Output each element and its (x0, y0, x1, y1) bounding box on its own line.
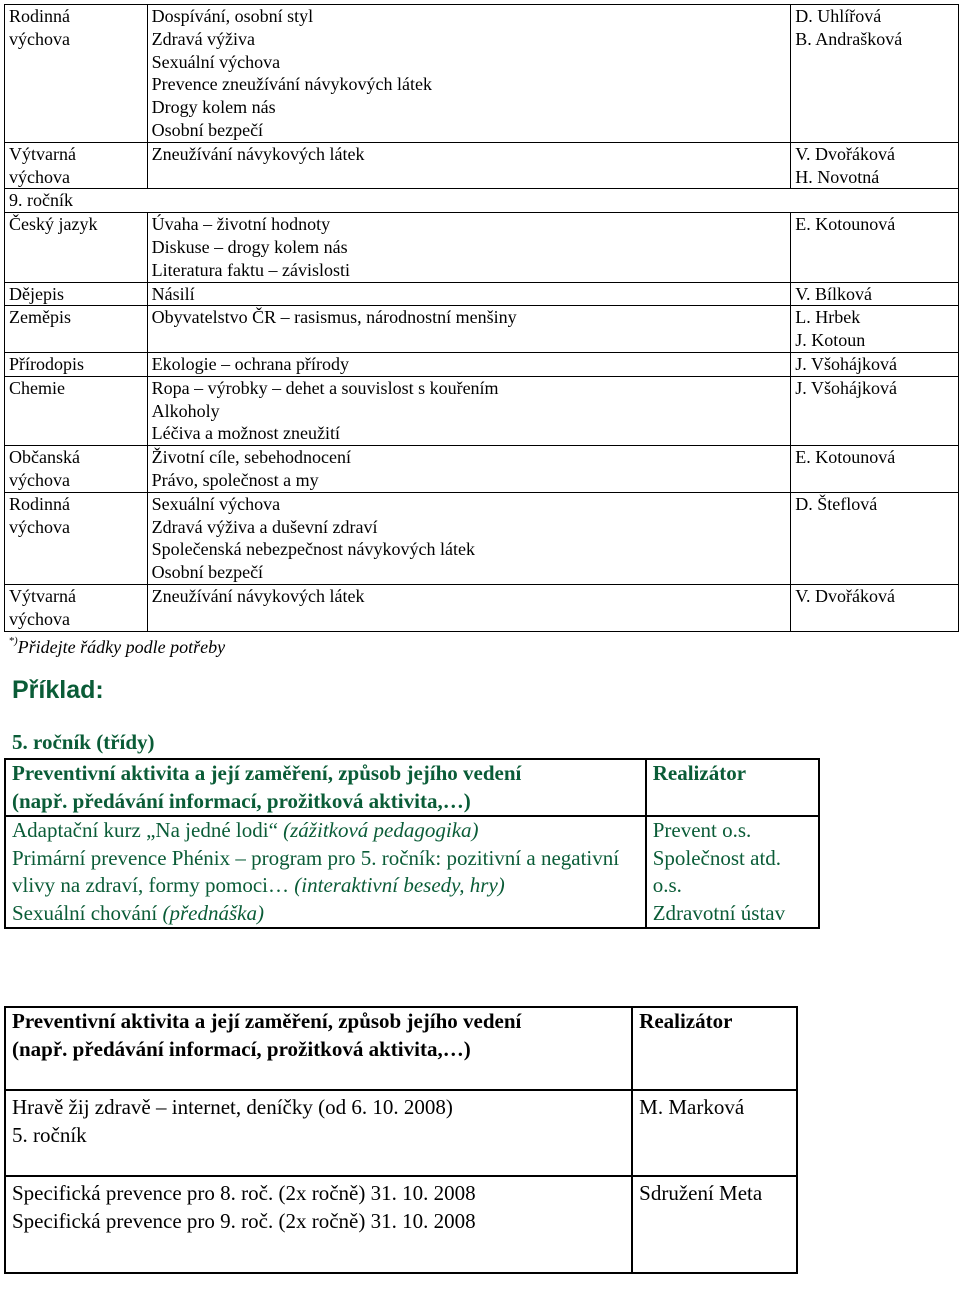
subject-topics (147, 306, 791, 353)
subject-topics-line: Zneužívání návykových látek (151, 143, 365, 164)
subject-name-line: Rodinná (9, 6, 70, 26)
subject-name-line: Chemie (9, 377, 65, 398)
grade-row (5, 189, 959, 213)
subject-topics-line: Zdravá výživa (151, 28, 256, 49)
plan-row (5, 1090, 797, 1176)
subject-topics (147, 142, 791, 189)
example-activity-text: Adaptační kurz „Na jedné lodi“ (12, 818, 284, 842)
subject-row (5, 306, 959, 353)
subject-teachers-line: H. Novotná (795, 166, 880, 187)
plan-activity-line: Hravě žij zdravě – internet, deníčky (od 6. 10. 2008) (12, 1095, 453, 1119)
subject-teachers-line: E. Kotounová (795, 447, 896, 468)
plan-header-realizer: Realizátor (632, 1007, 797, 1090)
plan-activity-table (4, 1006, 798, 1274)
example-realizer: Zdravotní ústav (646, 900, 819, 929)
subject-name-line: Výtvarná (9, 143, 76, 164)
subject-name (5, 492, 148, 584)
subject-topics (147, 492, 791, 584)
subject-topics-line: Sexuální výchova (151, 51, 281, 72)
subject-name (5, 306, 148, 353)
subject-topics-line: Životní cíle, sebehodnocení (151, 447, 352, 468)
example-activity (5, 900, 646, 929)
subject-name-line: Český jazyk (9, 214, 98, 235)
subject-topics-line: Právo, společnost a my (151, 469, 319, 490)
example-header-realizer: Realizátor (646, 759, 819, 816)
subject-teachers (791, 352, 959, 376)
subject-topics-line: Obyvatelstvo ČR – rasismus, národnostní menšiny (151, 307, 517, 328)
subject-name-line: Zeměpis (9, 307, 71, 328)
example-realizer: Prevent o.s. (646, 816, 819, 845)
example-activity-form: (přednáška) (162, 900, 264, 925)
plan-activity-line: Specifická prevence pro 9. roč. (2x ročně) 31. 10. 2008 (12, 1208, 476, 1233)
plan-activity-line: 5. ročník (12, 1122, 87, 1147)
example-realizer: Společnost atd. o.s. (646, 845, 819, 900)
subject-name-line: výchova (9, 608, 70, 629)
example-header-activity-line-1: Preventivní aktivita a její zaměření, způsob jejího vedení (12, 761, 522, 785)
subject-name-line: výchova (9, 166, 70, 187)
plan-table-body (5, 1090, 797, 1273)
plan-header-activity (5, 1007, 632, 1090)
example-row (5, 900, 819, 929)
subject-teachers-line: B. Andrašková (795, 28, 903, 49)
subject-topics-line: Literatura faktu – závislosti (151, 259, 351, 280)
plan-row (5, 1176, 797, 1273)
subjects-table (4, 4, 959, 658)
subject-topics (147, 376, 791, 445)
plan-header-activity-line-1: Preventivní aktivita a její zaměření, způsob jejího vedení (12, 1009, 522, 1033)
subject-topics-line: Alkoholy (151, 400, 220, 421)
subject-teachers (791, 282, 959, 306)
subject-teachers (791, 584, 959, 631)
example-activity-text: Sexuální chování (12, 900, 163, 925)
plan-activity-line: Specifická prevence pro 8. roč. (2x ročně) 31. 10. 2008 (12, 1181, 476, 1205)
example-activity (5, 816, 646, 845)
subject-row (5, 446, 959, 493)
subject-teachers (791, 142, 959, 189)
footnote-text: Přidejte řádky podle potřeby (17, 636, 226, 657)
subjects-table-body (5, 5, 959, 659)
example-activity-text: Primární prevence Phénix – program pro 5. ročník: pozitivní a negativní vlivy na zdraví, formy pomoci… (12, 845, 620, 897)
example-activity-table (4, 758, 820, 929)
plan-realizer: M. Marková (632, 1090, 797, 1176)
plan-activity (5, 1176, 632, 1273)
subject-name (5, 376, 148, 445)
subject-name (5, 213, 148, 282)
footnote-mark: *) (8, 634, 18, 647)
example-table-body (5, 816, 819, 928)
subject-teachers-line: L. Hrbek (795, 307, 861, 328)
example-activity-form: (interaktivní besedy, hry) (294, 873, 505, 897)
plan-header-activity-line-2: (např. předávání informací, prožitková aktivita,…) (12, 1036, 471, 1061)
example-activity (5, 845, 646, 900)
subject-name (5, 142, 148, 189)
subject-topics (147, 446, 791, 493)
subject-topics-line: Diskuse – drogy kolem nás (151, 236, 348, 257)
subject-teachers-line: V. Dvořáková (795, 585, 895, 606)
subject-name-line: Občanská (9, 447, 80, 468)
subject-teachers-line: J. Kotoun (795, 330, 866, 351)
subject-name-line: výchova (9, 28, 70, 49)
subject-topics (147, 282, 791, 306)
subject-row (5, 492, 959, 584)
subject-teachers (791, 306, 959, 353)
example-activity-form: (zážitková pedagogika) (283, 818, 479, 842)
plan-activity (5, 1090, 632, 1176)
grade-label: 9. ročník (5, 189, 959, 213)
subject-topics (147, 213, 791, 282)
footnote (5, 631, 959, 658)
subject-topics-line: Dospívání, osobní styl (151, 6, 314, 26)
subject-topics-line: Léčiva a možnost zneužití (151, 423, 341, 444)
subject-teachers-line: D. Šteflová (795, 493, 878, 514)
subject-name-line: Výtvarná (9, 585, 76, 606)
subject-topics (147, 5, 791, 143)
subject-teachers (791, 5, 959, 143)
subject-row (5, 213, 959, 282)
subject-row (5, 584, 959, 631)
subject-teachers (791, 492, 959, 584)
subject-row (5, 352, 959, 376)
subject-topics (147, 352, 791, 376)
subject-teachers (791, 446, 959, 493)
subject-topics (147, 584, 791, 631)
subject-name-line: Rodinná (9, 493, 70, 514)
example-row (5, 816, 819, 845)
subject-name-line: Přírodopis (9, 353, 85, 374)
subject-topics-line: Drogy kolem nás (151, 97, 276, 118)
plan-header-row (5, 1007, 797, 1090)
example-row (5, 845, 819, 900)
subject-topics-line: Sexuální výchova (151, 493, 281, 514)
subject-name (5, 584, 148, 631)
example-header-row (5, 759, 819, 816)
example-heading: Příklad: (12, 676, 104, 704)
subject-row (5, 376, 959, 445)
subject-topics-line: Osobní bezpečí (151, 119, 264, 140)
subject-topics-line: Ropa – výrobky – dehet a souvislost s kouřením (151, 377, 499, 398)
subject-teachers-line: V. Bílková (795, 283, 872, 304)
footnote-row (5, 631, 959, 658)
example-grade: 5. ročník (třídy) (12, 730, 155, 754)
subject-name-line: výchova (9, 469, 70, 490)
subject-name-line: Dějepis (9, 283, 64, 304)
subject-name (5, 5, 148, 143)
subject-teachers-line: J. Všohájková (795, 377, 897, 398)
subject-teachers-line: D. Uhlířová (795, 6, 882, 26)
example-header-activity-line-2: (např. předávání informací, prožitková aktivita,…) (12, 788, 471, 813)
subject-teachers-line: J. Všohájková (795, 353, 897, 374)
subject-topics-line: Násilí (151, 283, 195, 304)
subject-topics-line: Společenská nebezpečnost návykových látek (151, 539, 475, 560)
subject-name (5, 352, 148, 376)
subject-row (5, 282, 959, 306)
subject-topics-line: Úvaha – životní hodnoty (151, 214, 331, 235)
subject-teachers (791, 213, 959, 282)
subject-teachers-line: E. Kotounová (795, 214, 896, 235)
subject-teachers-line: V. Dvořáková (795, 143, 895, 164)
subject-topics-line: Zdravá výživa a duševní zdraví (151, 516, 378, 537)
subject-topics-line: Zneužívání návykových látek (151, 585, 365, 606)
plan-realizer: Sdružení Meta (632, 1176, 797, 1273)
example-header-activity (5, 759, 646, 816)
subject-row (5, 142, 959, 189)
subject-name (5, 282, 148, 306)
subject-topics-line: Ekologie – ochrana přírody (151, 353, 350, 374)
subject-row (5, 5, 959, 143)
subject-teachers (791, 376, 959, 445)
subject-name-line: výchova (9, 516, 70, 537)
subject-topics-line: Prevence zneužívání návykových látek (151, 74, 432, 95)
subject-name (5, 446, 148, 493)
subject-topics-line: Osobní bezpečí (151, 562, 264, 583)
